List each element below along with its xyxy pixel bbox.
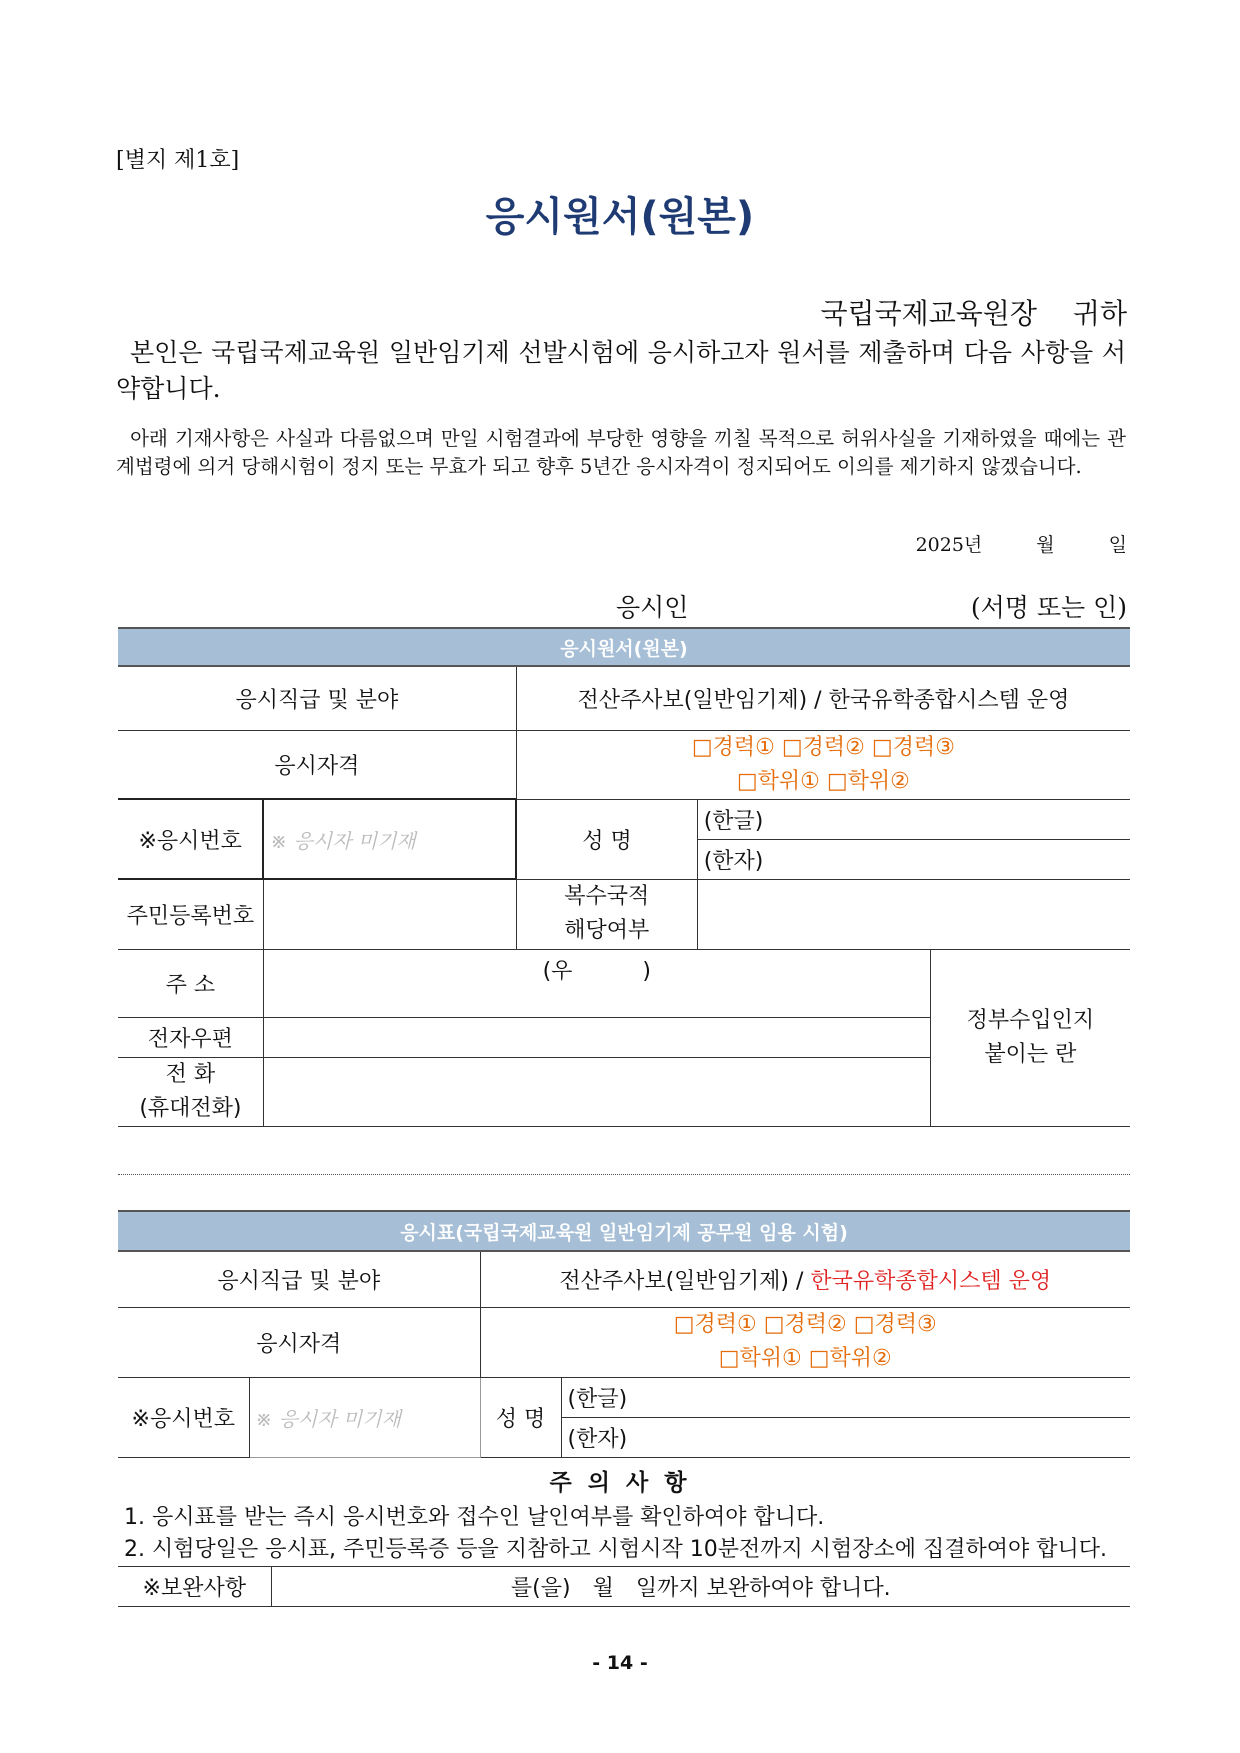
ticket-position-label: 응시직급 및 분야 <box>118 1251 480 1307</box>
recipient-line <box>821 292 1128 332</box>
supplement-text[interactable] <box>271 1567 1130 1607</box>
phone-label <box>118 1057 263 1126</box>
position-label: 응시직급 및 분야 <box>118 666 516 730</box>
ticket-position-value-prefix: 전산주사보(일반임기제) / <box>559 1268 811 1294</box>
position-value: 전산주사보(일반임기제) / 한국유학종합시스템 운영 <box>516 666 1130 730</box>
cut-line <box>118 1174 1130 1175</box>
date-year: 2025년 <box>915 534 983 556</box>
application-form-header: 응시원서(원본) <box>118 628 1130 666</box>
ticket-exam-number-field: ※ 응시자 미기재 <box>249 1377 480 1457</box>
pledge-paragraph <box>116 335 1126 407</box>
revenue-stamp-label-2: 붙이는 란 <box>984 1041 1077 1067</box>
exam-number-field: ※ 응시자 미기재 <box>263 799 516 879</box>
date-line <box>916 530 1127 557</box>
name-chinese-field[interactable]: (한자) <box>697 839 1130 879</box>
resident-number-label: 주민등록번호 <box>118 879 263 949</box>
notice-title: 주 의 사 항 <box>549 1470 691 1496</box>
admission-ticket-header: 응시표(국립국제교육원 일반임기제 공무원 임용 시험) <box>118 1211 1130 1251</box>
signature-note: (서명 또는 인) <box>970 593 1127 622</box>
address-label: 주 소 <box>118 949 263 1017</box>
ticket-qualification-label: 응시자격 <box>118 1307 480 1377</box>
resident-number-field[interactable] <box>263 879 516 949</box>
name-label: 성 명 <box>516 799 697 879</box>
qualification-label: 응시자격 <box>118 730 516 799</box>
ticket-qualification-degree-options[interactable]: □학위① □학위② <box>718 1346 892 1371</box>
application-form-table <box>118 627 1130 1127</box>
qualification-career-options[interactable]: □경력① □경력② □경력③ <box>691 734 955 760</box>
notice-item: 2. 시험당일은 응시표, 주민등록증 등을 지참하고 시험시작 10분전까지 시험장소에 집결하여야 합니다. <box>124 1537 1107 1562</box>
page-number: - 14 - <box>592 1652 648 1674</box>
qualification-options[interactable] <box>516 730 1130 799</box>
ticket-qualification-options[interactable] <box>480 1307 1130 1377</box>
qualification-degree-options[interactable]: □학위① □학위② <box>736 768 910 794</box>
phone-label-1: 전 화 <box>165 1061 216 1087</box>
oath-paragraph <box>116 425 1126 481</box>
name-korean-field[interactable]: (한글) <box>697 799 1130 839</box>
page-title: 응시원서(원본) <box>485 194 755 240</box>
ticket-position-value-highlight: 한국유학종합시스템 운영 <box>810 1268 1052 1294</box>
phone-field[interactable] <box>263 1057 930 1126</box>
dual-nationality-label-1: 복수국적 <box>564 884 650 909</box>
email-field[interactable] <box>263 1017 930 1057</box>
notice-item: 1. 응시표를 받는 즉시 응시번호와 접수인 날인여부를 확인하여야 합니다. <box>124 1505 825 1530</box>
supplement-table <box>118 1566 1130 1607</box>
recipient-name: 국립국제교육원장 <box>820 297 1037 330</box>
applicant-label: 응시인 <box>616 593 689 622</box>
date-month: 월 <box>1036 534 1055 556</box>
address-field[interactable] <box>263 949 930 1017</box>
ticket-name-label: 성 명 <box>480 1377 561 1457</box>
exam-number-label: ※응시번호 <box>118 799 263 879</box>
admission-ticket-table <box>118 1210 1130 1458</box>
recipient-honorific: 귀하 <box>1072 297 1127 330</box>
supplement-text-1: 를(을) <box>510 1576 571 1601</box>
dual-nationality-label-2: 해당여부 <box>564 918 650 943</box>
dual-nationality-field[interactable] <box>697 879 1130 949</box>
ticket-name-chinese-field[interactable]: (한자) <box>561 1417 1130 1457</box>
supplement-label: ※보완사항 <box>118 1567 271 1607</box>
postal-code-label: (우 ) <box>542 958 651 984</box>
pledge-text: 본인은 국립국제교육원 일반임기제 선발시험에 응시하고자 원서를 제출하며 다음 사항을 서약합니다. <box>116 338 1126 403</box>
dual-nationality-label <box>516 879 697 949</box>
phone-label-2: (휴대전화) <box>139 1095 242 1121</box>
revenue-stamp-area <box>930 949 1130 1126</box>
oath-text: 아래 기재사항은 사실과 다름없으며 만일 시험결과에 부당한 영향을 끼칠 목적으로 허위사실을 기재하였을 때에는 관계법령에 의거 당해시험이 정지 또는 무효가 되고 향후 5년간 응시자격이 정지되어도 이의를 제기하지 않겠습니다. <box>116 427 1126 478</box>
supplement-text-2: 월 <box>592 1576 614 1601</box>
date-day: 일 <box>1108 534 1127 556</box>
supplement-text-3: 일까지 보완하여야 합니다. <box>635 1576 891 1601</box>
ticket-name-korean-field[interactable]: (한글) <box>561 1377 1130 1417</box>
email-label: 전자우편 <box>118 1017 263 1057</box>
form-label: [별지 제1호] <box>116 148 240 173</box>
ticket-exam-number-label: ※응시번호 <box>118 1377 249 1457</box>
revenue-stamp-label-1: 정부수입인지 <box>966 1007 1095 1033</box>
ticket-qualification-career-options[interactable]: □경력① □경력② □경력③ <box>673 1312 937 1337</box>
ticket-position-value <box>480 1251 1130 1307</box>
